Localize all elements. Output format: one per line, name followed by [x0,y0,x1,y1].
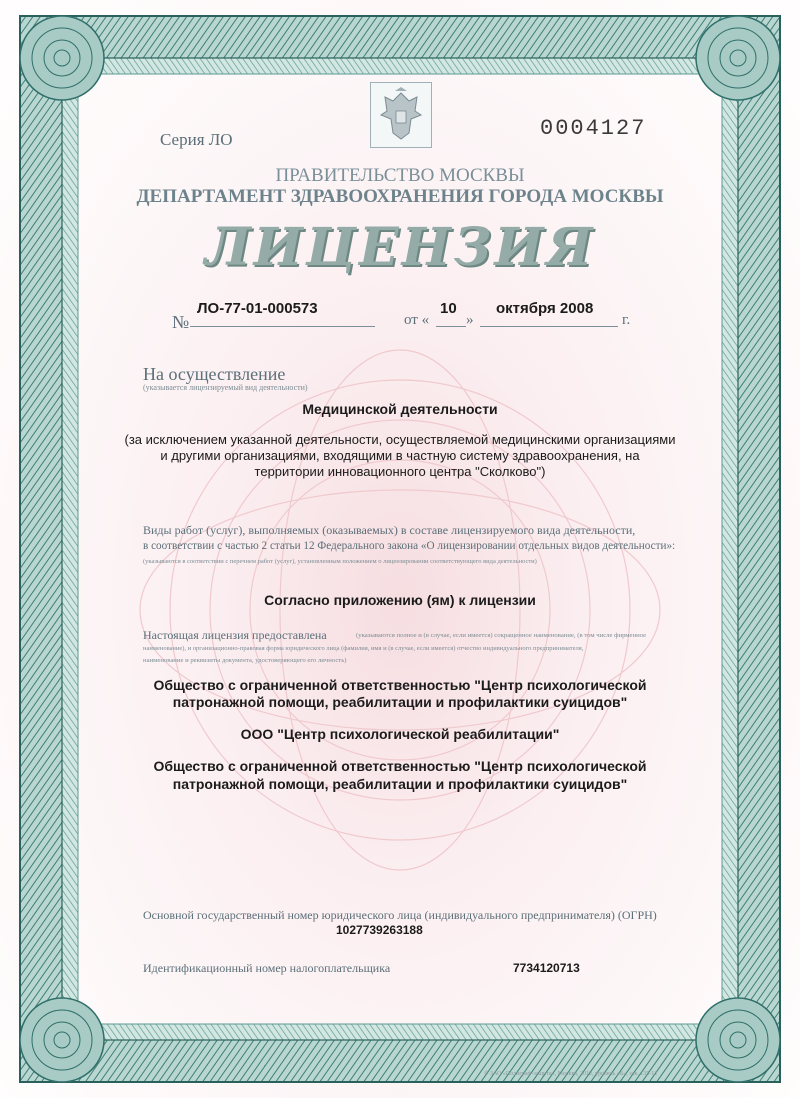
activity-name: Медицинской деятельности [302,401,498,417]
granted-hint-line-3: наименование и реквизиты документа, удостоверяющего его личность) [143,657,347,664]
series-label: Серия ЛО [160,130,233,149]
license-day: 10 [440,300,457,317]
activity-note-line-1: (за исключением указанной деятельности, осуществляемой медицинскими организациями [124,432,676,447]
printer-imprint: © ЗАО «Полиграф-защита», Москва, 2012, уровень «Б», зак. 135-12 [484,1071,658,1077]
works-line-2: в соответствии с частью 2 статьи 12 Федерального закона «О лицензировании отдельных видов деятельности»: [143,540,676,552]
month-underline [480,326,618,327]
number-underline [190,326,375,327]
activity-label: На осуществление [143,364,286,384]
activity-note-line-3: территории инновационного центра "Сколково") [254,464,546,479]
day-underline [436,326,466,327]
license-month-year: октября 2008 [496,300,594,317]
day-close: » [466,312,474,328]
inn-value: 7734120713 [513,961,580,975]
government-name: ПРАВИТЕЛЬСТВО МОСКВЫ [275,165,525,186]
granted-hint-line-2: наименование), и организационно-правовая форма юридического лица (фамилия, имя и (в случае, если имеется) отчество индивидуального предпринимателя, [143,645,584,652]
ogrn-label: Основной государственный номер юридического лица (индивидуального предпринимателя) (ОГРН) [143,908,657,922]
license-number: ЛО-77-01-000573 [197,300,318,317]
coat-of-arms-of-russia-icon [370,82,432,148]
activity-note-line-2: и другими организациями, входящими в частную систему здравоохранения, на [160,448,640,463]
company-full-name-line-1: Общество с ограниченной ответственностью "Центр психологической [153,677,647,693]
number-label: № [172,312,190,332]
from-label: от « [404,312,430,328]
inn-label: Идентификационный номер налогоплательщика [143,961,391,975]
granted-label: Настоящая лицензия предоставлена [143,628,327,642]
document-title: ЛИЦЕНЗИЯ [204,217,596,278]
ogrn-value: 1027739263188 [336,923,423,937]
granted-hint-line-1: (указываются полное и (в случае, если имеется) сокращенное наименование, (в том числе фирменное [356,632,647,639]
company-brand-name-line-2: патронажной помощи, реабилитации и профилактики суицидов" [172,776,628,792]
company-full-name-line-2: патронажной помощи, реабилитации и профилактики суицидов" [172,694,628,710]
company-short-name: ООО "Центр психологической реабилитации" [240,726,560,742]
works-hint: (указываются в соответствии с перечнем работ (услуг), установленным положением о лицензировании соответствующего вида деятельности) [143,558,537,565]
serial-number: 0004127 [540,116,647,141]
year-suffix: г. [622,312,631,328]
company-brand-name-line-1: Общество с ограниченной ответственностью "Центр психологической [153,758,647,774]
department-name: ДЕПАРТАМЕНТ ЗДРАВООХРАНЕНИЯ ГОРОДА МОСКВЫ [136,186,664,207]
works-value: Согласно приложению (ям) к лицензии [264,592,536,608]
works-line-1: Виды работ (услуг), выполняемых (оказываемых) в составе лицензируемого вида деятельности, [143,523,636,537]
activity-hint: (указывается лицензируемый вид деятельности) [143,383,308,392]
